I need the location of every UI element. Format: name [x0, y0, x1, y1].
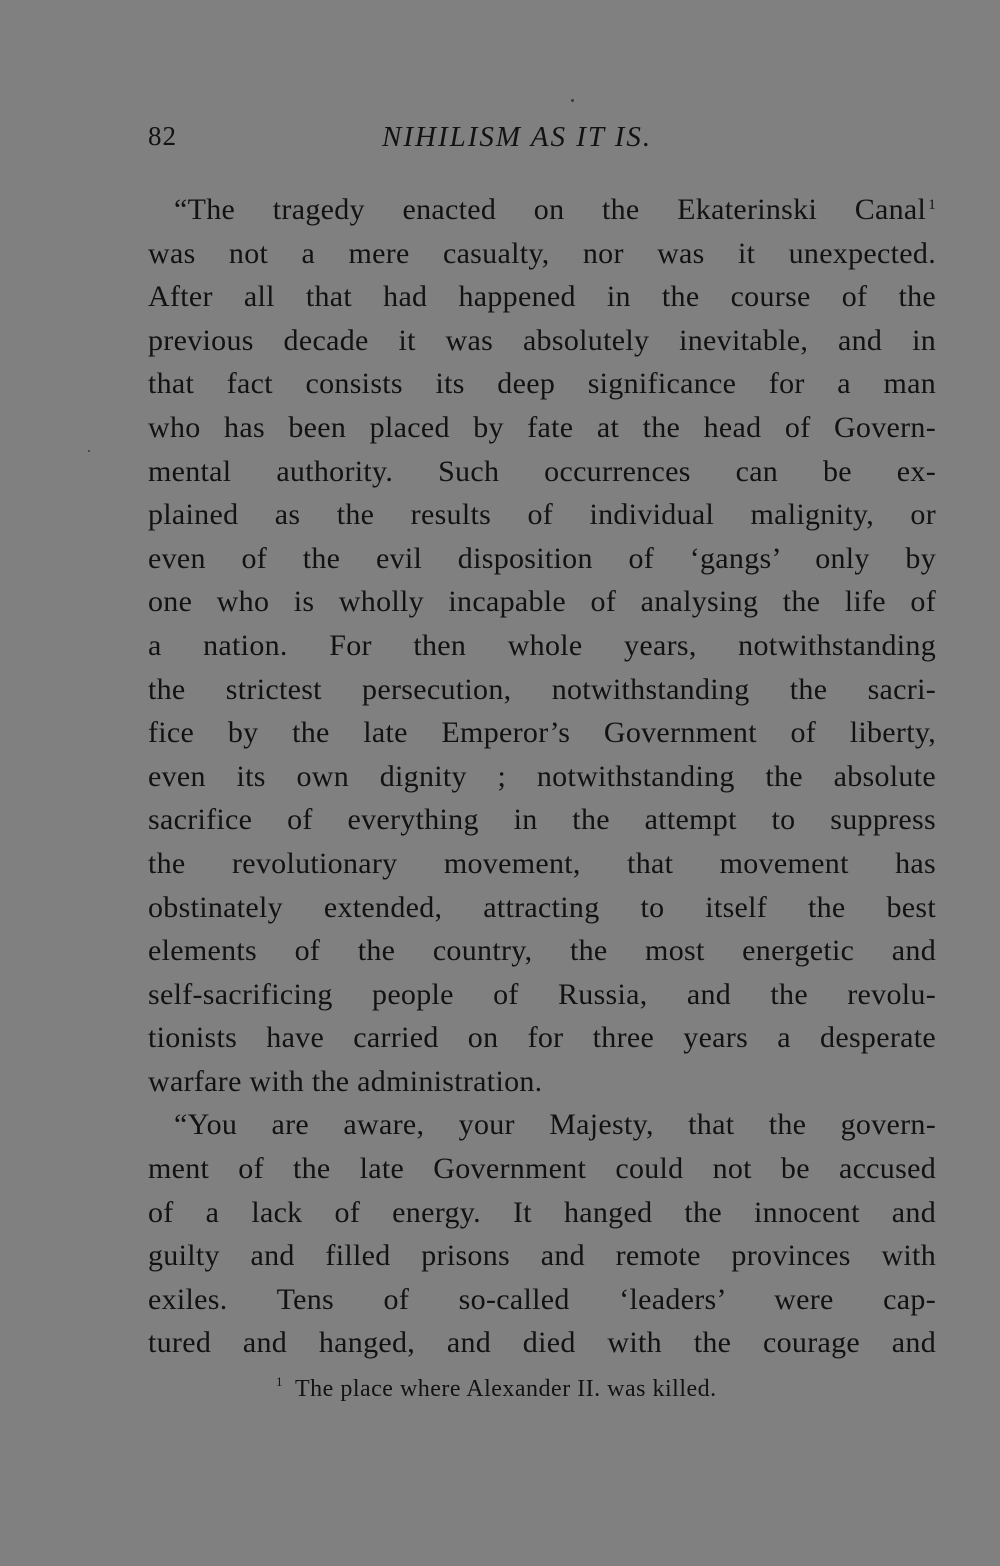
text-line: obstinately extended, attracting to itself the best	[148, 890, 936, 924]
footnote	[276, 1376, 717, 1403]
text-line: the revolutionary movement, that movement has	[148, 846, 936, 880]
print-speck	[88, 450, 90, 452]
text-line: exiles. Tens of so-called ‘leaders’ were cap-	[148, 1282, 936, 1316]
text-line: tionists have carried on for three years a desperate	[148, 1021, 936, 1055]
text-line: self-sacrificing people of Russia, and the revolu-	[148, 977, 936, 1011]
text-line: “The tragedy enacted on the Ekaterinski Canal $^1$	[174, 193, 936, 226]
page-header	[148, 121, 936, 161]
text-line: the strictest persecution, notwithstanding the sacri-	[148, 672, 936, 706]
text-line: fice by the late Emperor’s Government of liberty,	[148, 716, 936, 750]
text-line: who has been placed by fate at the head of Govern-	[148, 410, 936, 444]
text-line: was not a mere casualty, nor was it unexpected.	[148, 236, 936, 270]
text-line: mental authority. Such occurrences can be ex-	[148, 454, 936, 488]
text-line: After all that had happened in the course of the	[148, 280, 936, 314]
print-speck	[571, 99, 574, 102]
text-line: even its own dignity ; notwithstanding the absolute	[148, 759, 936, 793]
text-line: one who is wholly incapable of analysing the life of	[148, 585, 936, 619]
text-line: guilty and filled prisons and remote provinces with	[148, 1239, 936, 1273]
text-line: a nation. For then whole years, notwithstanding	[148, 628, 936, 662]
text-line: sacrifice of everything in the attempt to suppress	[148, 803, 936, 837]
text-line: that fact consists its deep significance for a man	[148, 367, 936, 401]
footnote-marker: 1	[276, 1374, 283, 1389]
text-line: plained as the results of individual malignity, or	[148, 498, 936, 532]
text-line: warfare with the administration.	[148, 1064, 543, 1098]
footnote-reference: 1	[928, 197, 936, 213]
page-number: 82	[148, 121, 177, 151]
body-text	[148, 188, 936, 1365]
running-title: NIHILISM AS IT IS.	[382, 121, 653, 153]
footnote-text: The place where Alexander II. was killed.	[295, 1376, 717, 1402]
text-line: even of the evil disposition of ‘gangs’ only by	[148, 541, 936, 575]
text-line: tured and hanged, and died with the courage and	[148, 1326, 936, 1360]
text-line: ment of the late Government could not be accused	[148, 1152, 936, 1186]
text-line: “You are aware, your Majesty, that the govern-	[174, 1108, 936, 1142]
text-line: of a lack of energy. It hanged the innocent and	[148, 1195, 936, 1229]
text-line: previous decade it was absolutely inevitable, and in	[148, 323, 936, 357]
text-line: elements of the country, the most energetic and	[148, 934, 936, 968]
